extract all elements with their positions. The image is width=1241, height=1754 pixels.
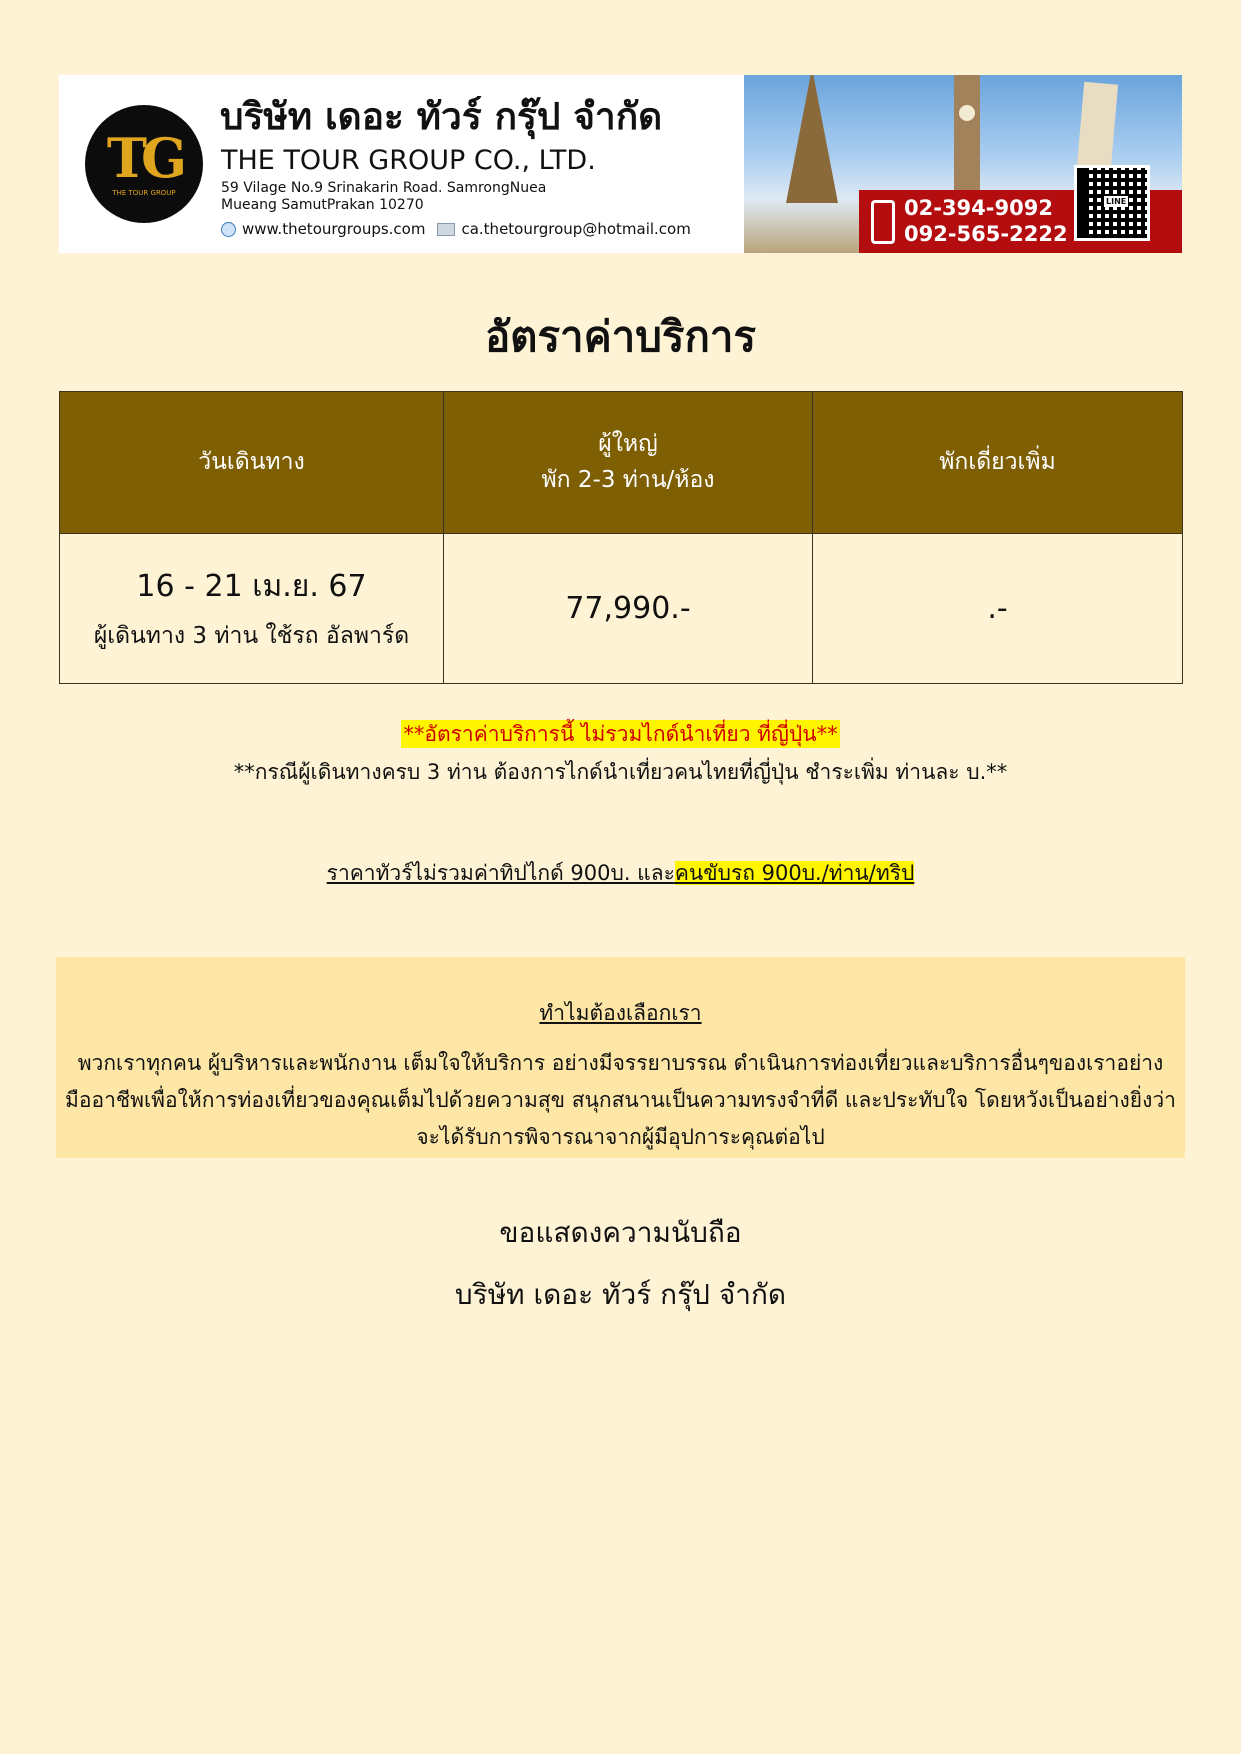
header-adult-line2: พัก 2-3 ท่าน/ห้อง (541, 466, 715, 493)
phone-number-1[interactable]: 02-394-9092 (904, 196, 1053, 220)
travel-date-note: ผู้เดินทาง 3 ท่าน ใช้รถ อัลพาร์ด (93, 623, 410, 649)
header-travel-date: วันเดินทาง (60, 392, 444, 534)
header-adult-line1: ผู้ใหญ่ (598, 430, 658, 457)
why-us-box (56, 957, 1185, 1158)
eiffel-tower-image (786, 75, 838, 203)
closing-regards: ขอแสดงความนับถือ (499, 1216, 742, 1249)
header-single-supplement: พักเดี่ยวเพิ่ม (813, 392, 1183, 534)
cell-adult-price: 77,990.- (444, 534, 813, 684)
page-title: อัตราค่าบริการ (484, 312, 757, 361)
table-row (60, 534, 1183, 684)
logo-mark: TG (106, 126, 182, 190)
why-us-title: ทำไมต้องเลือกเรา (539, 1001, 702, 1025)
tips-note-part1: ราคาทัวร์ไม่รวมค่าทิปไกด์ 900บ. และ (326, 861, 675, 885)
travel-date: 16 - 21 เม.ย. 67 (136, 569, 367, 604)
cell-travel-date (60, 534, 444, 684)
header-banner (59, 75, 1182, 253)
company-name-thai: บริษัท เดอะ ทัวร์ กรุ๊ป จำกัด (220, 95, 663, 138)
landmarks-photo (744, 75, 1182, 253)
company-logo (85, 105, 203, 223)
contact-web-email (221, 220, 691, 238)
globe-icon (221, 222, 236, 237)
closing-signature: บริษัท เดอะ ทัวร์ กรุ๊ป จำกัด (454, 1278, 787, 1311)
table-header-row (60, 392, 1183, 534)
mail-icon (437, 223, 455, 236)
address-line-2: Mueang SamutPrakan 10270 (221, 197, 424, 213)
address-line-1: 59 Vilage No.9 Srinakarin Road. SamrongNuea (221, 180, 547, 196)
header-adult-price (444, 392, 813, 534)
line-qr-code[interactable] (1074, 165, 1150, 241)
no-guide-note-text: **อัตราค่าบริการนี้ ไม่รวมไกด์นำเที่ยว ที่ญี่ปุ่น** (403, 722, 838, 746)
website-link[interactable]: www.thetourgroups.com (242, 220, 426, 238)
email-link[interactable]: ca.thetourgroup@hotmail.com (461, 220, 691, 238)
logo-text: THE TOUR GROUP (112, 189, 176, 197)
cell-single-supplement: .- (813, 534, 1183, 684)
no-guide-note (0, 718, 1241, 751)
why-us-body (60, 1045, 1181, 1156)
tips-note-highlight: คนขับรถ 900บ./ท่าน/ทริป (674, 861, 915, 885)
why-us-line-1: พวกเราทุกคน ผู้บริหารและพนักงาน เต็มใจให้บริการ อย่างมีจรรยาบรรณ ดำเนินการท่องเที่ยวและบริการอื่นๆของเราอย่าง (77, 1051, 1164, 1075)
qr-label: LINE (1106, 197, 1127, 206)
why-us-line-2: มืออาชีพเพื่อให้การท่องเที่ยวของคุณเต็มไปด้วยความสุข สนุกสนานเป็นความทรงจำที่ดี และประทับใจ โดยหวังเป็นอย่างยิ่งว่า (65, 1088, 1176, 1112)
tips-note (0, 857, 1241, 890)
phone-number-2[interactable]: 092-565-2222 (904, 222, 1068, 246)
big-ben-image (954, 75, 980, 203)
company-name-english: THE TOUR GROUP CO., LTD. (221, 145, 596, 176)
rates-table (59, 391, 1183, 684)
thai-guide-note: **กรณีผู้เดินทางครบ 3 ท่าน ต้องการไกด์นำเที่ยวคนไทยที่ญี่ปุ่น ชำระเพิ่ม ท่านละ บ.** (233, 760, 1008, 784)
phone-icon (871, 200, 895, 244)
why-us-line-3: จะได้รับการพิจารณาจากผู้มีอุปการะคุณต่อไป (416, 1125, 825, 1149)
